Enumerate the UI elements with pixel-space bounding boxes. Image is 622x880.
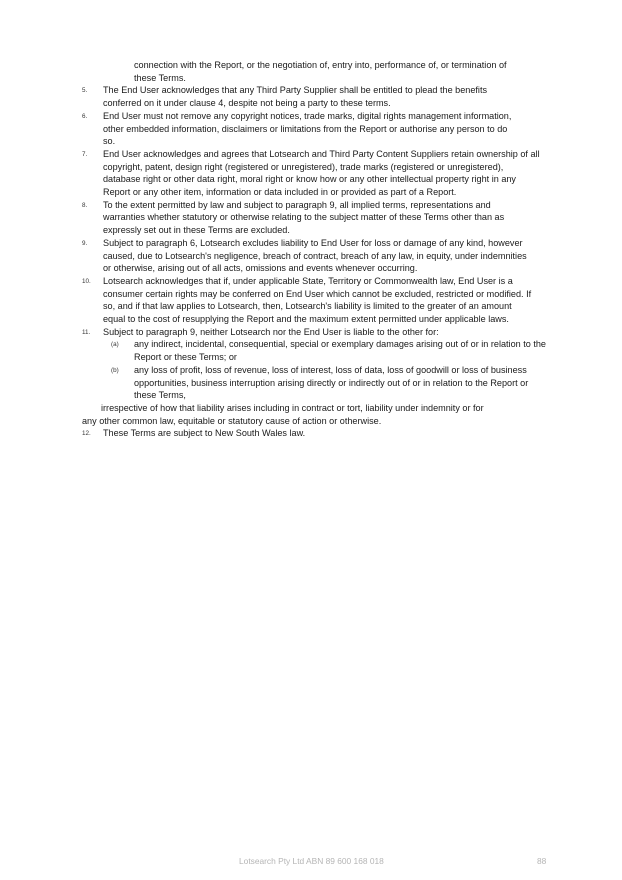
text-line: other embedded information, disclaimers or limitations from the Report or authorise any person to do [103,123,508,134]
clause-number: 7. [82,150,88,158]
text-line: irrespective of how that liability arises including in contract or tort, liability under indemnity or for [101,402,484,413]
irrespective-paragraph [82,402,582,427]
text-line: expressly set out in these Terms are excluded. [103,225,290,236]
text-line: Subject to paragraph 6, Lotsearch excludes liability to End User for loss or damage of any kind, however [103,237,523,248]
text-line: these Terms. [134,72,186,83]
clause-9 [82,237,582,275]
clause-number: 11. [82,328,91,336]
clause-number: 6. [82,112,88,120]
clause-number: 8. [82,201,88,209]
clause-number: 10. [82,277,91,285]
text-line: opportunities, business interruption arising directly or indirectly out of or in relation to the Report or [134,377,529,388]
clause-11-b [82,364,582,402]
clause-7 [82,148,582,199]
text-line: Report or any other item, information or data included in or provided as part of a Report. [103,187,457,198]
text-line: The End User acknowledges that any Third Party Supplier shall be entitled to plead the benefits [103,85,488,96]
text-line: These Terms are subject to New South Wales law. [103,428,306,439]
clause-11-a [82,338,582,363]
text-line: equal to the cost of resupplying the Report and the maximum extent permitted under applicable laws. [103,314,509,325]
text-line: any loss of profit, loss of revenue, loss of interest, loss of data, loss of goodwill or loss of business [134,364,527,375]
text-line: Report or these Terms; or [134,352,237,363]
page-footer [0,856,622,868]
clause-10 [82,275,582,326]
clause-11 [82,326,582,339]
clause-12 [82,427,582,440]
text-line: database right or other data right, moral right or know how or any other intellectual property right in any [103,174,516,185]
subclause-letter: (b) [111,366,119,374]
clause-6 [82,110,582,148]
text-line: any other common law, equitable or statutory cause of action or otherwise. [82,415,382,426]
text-line: connection with the Report, or the negotiation of, entry into, performance of, or termination of [134,60,507,70]
text-line: To the extent permitted by law and subject to paragraph 9, all implied terms, representations and [103,199,491,210]
text-line: so. [103,136,116,147]
text-line: conferred on it under clause 4, despite not being a party to these terms. [103,98,391,109]
footer-company: Lotsearch Pty Ltd ABN 89 600 168 018 [239,856,384,866]
clause-number: 12. [82,430,91,438]
page-number: 88 [537,856,547,866]
text-line: End User acknowledges and agrees that Lotsearch and Third Party Content Suppliers retain ownership of all [103,148,540,159]
text-line: these Terms, [134,390,186,401]
text-line: consumer certain rights may be conferred on End User which cannot be excluded, restricted or modified. If [103,288,532,299]
text-line: warranties whether statutory or otherwise relating to the subject matter of these Terms other than as [103,212,505,223]
clause-number: 5. [82,87,88,95]
text-line: caused, due to Lotsearch's negligence, breach of contract, breach of any law, in equity, under indemnities [103,250,527,261]
continuation-paragraph [82,59,582,84]
clause-8 [82,199,582,237]
clause-5 [82,84,582,109]
subclause-letter: (a) [111,341,119,349]
text-line: so, and if that law applies to Lotsearch, then, Lotsearch's liability is limited to the greater of an amount [103,301,512,312]
text-line: copyright, patent, design right (registered or unregistered), trade marks (registered or unregistered), [103,161,504,172]
text-line: or otherwise, arising out of all acts, omissions and events whenever occurring. [103,263,418,274]
clause-number: 9. [82,239,88,247]
terms-text [82,59,582,440]
text-line: Lotsearch acknowledges that if, under applicable State, Territory or Commonwealth law, End User is a [103,275,513,286]
text-line: End User must not remove any copyright notices, trade marks, digital rights management information, [103,110,512,121]
text-line: any indirect, incidental, consequential, special or exemplary damages arising out of or in relation to the [134,339,546,350]
text-line: Subject to paragraph 9, neither Lotsearch nor the End User is liable to the other for: [103,326,439,337]
